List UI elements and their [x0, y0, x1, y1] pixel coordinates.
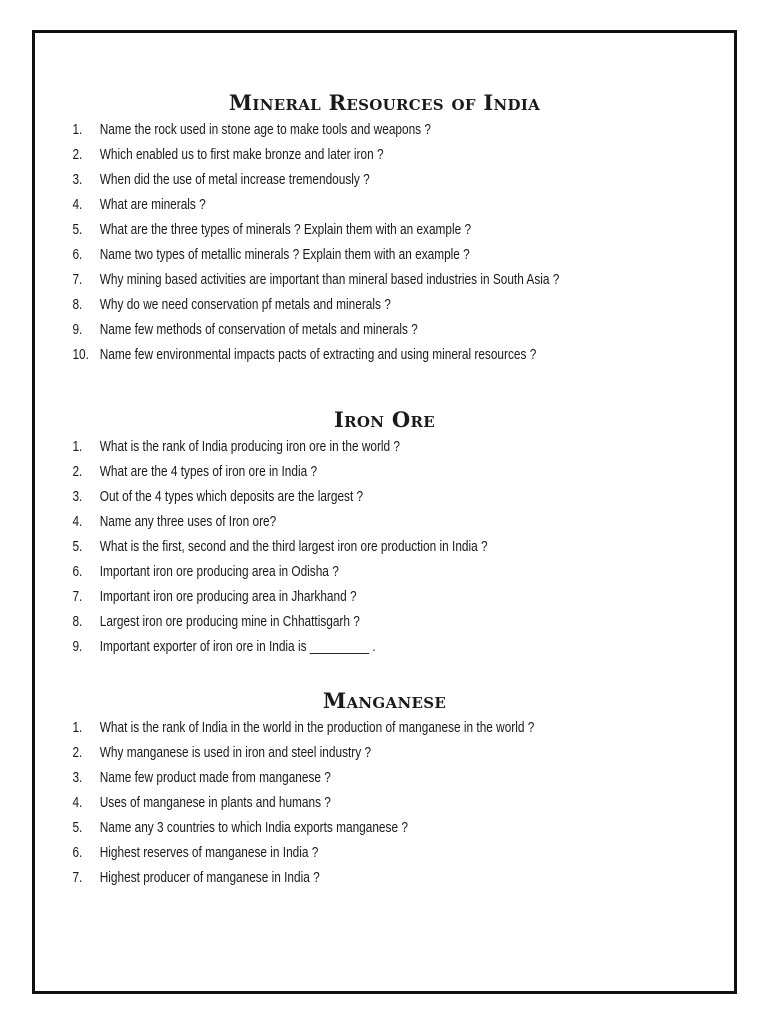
question-item — [35, 634, 675, 659]
question-text: What are the three types of minerals ? Explain them with an example ? — [99, 221, 472, 238]
question-number: 3. — [72, 769, 83, 786]
question-item — [35, 459, 675, 484]
question-text: When did the use of metal increase tremendously ? — [99, 171, 370, 188]
question-number: 2. — [72, 744, 83, 761]
section-manganese — [35, 687, 734, 890]
question-number: 5. — [72, 819, 83, 836]
question-number: 4. — [72, 196, 83, 213]
question-number: 1. — [72, 121, 83, 138]
section-iron-ore — [35, 406, 734, 659]
question-item — [35, 342, 675, 367]
question-item — [35, 167, 675, 192]
question-item — [35, 715, 675, 740]
question-item — [35, 317, 675, 342]
question-number: 4. — [72, 513, 83, 530]
question-text: What is the rank of India producing iron ore in the world ? — [99, 438, 401, 455]
question-number: 2. — [72, 463, 83, 480]
question-text: Highest reserves of manganese in India ? — [99, 844, 319, 861]
question-number: 6. — [72, 844, 83, 861]
question-text: Which enabled us to first make bronze and later iron ? — [99, 146, 384, 163]
question-item — [35, 117, 675, 142]
page-border — [32, 30, 737, 994]
question-text: Name two types of metallic minerals ? Explain them with an example ? — [99, 246, 470, 263]
question-text: Name the rock used in stone age to make tools and weapons ? — [99, 121, 431, 138]
question-number: 8. — [72, 613, 83, 630]
question-item — [35, 740, 675, 765]
question-number: 6. — [72, 563, 83, 580]
question-item — [35, 534, 675, 559]
question-number: 1. — [72, 438, 83, 455]
question-text: What are the 4 types of iron ore in India ? — [99, 463, 318, 480]
question-item — [35, 609, 675, 634]
question-number: 6. — [72, 246, 83, 263]
question-list — [35, 434, 734, 659]
question-number: 7. — [72, 271, 83, 288]
question-number: 7. — [72, 869, 83, 886]
question-number: 10. — [72, 346, 89, 363]
question-text: Name few methods of conservation of metals and minerals ? — [99, 321, 418, 338]
question-item — [35, 865, 675, 890]
question-text: Highest producer of manganese in India ? — [99, 869, 320, 886]
question-item — [35, 192, 675, 217]
question-text: What are minerals ? — [99, 196, 206, 213]
question-text: Important iron ore producing area in Jharkhand ? — [99, 588, 357, 605]
question-number: 8. — [72, 296, 83, 313]
question-text: Largest iron ore producing mine in Chhattisgarh ? — [99, 613, 360, 630]
question-list — [35, 117, 734, 367]
question-item — [35, 242, 675, 267]
question-item — [35, 142, 675, 167]
question-text: Why manganese is used in iron and steel industry ? — [99, 744, 372, 761]
question-number: 1. — [72, 719, 83, 736]
question-item — [35, 292, 675, 317]
question-text: What is the first, second and the third largest iron ore production in India ? — [99, 538, 488, 555]
question-number: 5. — [72, 538, 83, 555]
question-text: Important exporter of iron ore in India is _________ . — [99, 638, 376, 655]
question-text: Name few product made from manganese ? — [99, 769, 331, 786]
question-number: 3. — [72, 171, 83, 188]
question-text: What is the rank of India in the world in the production of manganese in the world ? — [99, 719, 535, 736]
question-text: Uses of manganese in plants and humans ? — [99, 794, 331, 811]
question-item — [35, 267, 675, 292]
question-item — [35, 840, 675, 865]
question-number: 4. — [72, 794, 83, 811]
question-item — [35, 559, 675, 584]
question-item — [35, 217, 675, 242]
question-number: 9. — [72, 638, 83, 655]
question-text: Name any three uses of Iron ore? — [99, 513, 277, 530]
question-text: Why mining based activities are important than mineral based industries in South Asia ? — [99, 271, 560, 288]
section-title: Manganese — [322, 688, 447, 713]
question-number: 9. — [72, 321, 83, 338]
question-text: Important iron ore producing area in Odisha ? — [99, 563, 339, 580]
section-title: Iron Ore — [334, 407, 435, 432]
question-text: Why do we need conservation pf metals and minerals ? — [99, 296, 391, 313]
question-item — [35, 434, 675, 459]
question-item — [35, 509, 675, 534]
section-title: Mineral Resources of India — [228, 90, 541, 115]
question-list — [35, 715, 734, 890]
question-number: 7. — [72, 588, 83, 605]
question-text: Name few environmental impacts pacts of extracting and using mineral resources ? — [99, 346, 537, 363]
question-item — [35, 815, 675, 840]
question-item — [35, 584, 675, 609]
question-text: Out of the 4 types which deposits are the largest ? — [99, 488, 364, 505]
question-number: 3. — [72, 488, 83, 505]
question-number: 2. — [72, 146, 83, 163]
section-mineral-resources — [35, 89, 734, 367]
question-item — [35, 765, 675, 790]
question-item — [35, 484, 675, 509]
question-number: 5. — [72, 221, 83, 238]
question-item — [35, 790, 675, 815]
question-text: Name any 3 countries to which India exports manganese ? — [99, 819, 408, 836]
